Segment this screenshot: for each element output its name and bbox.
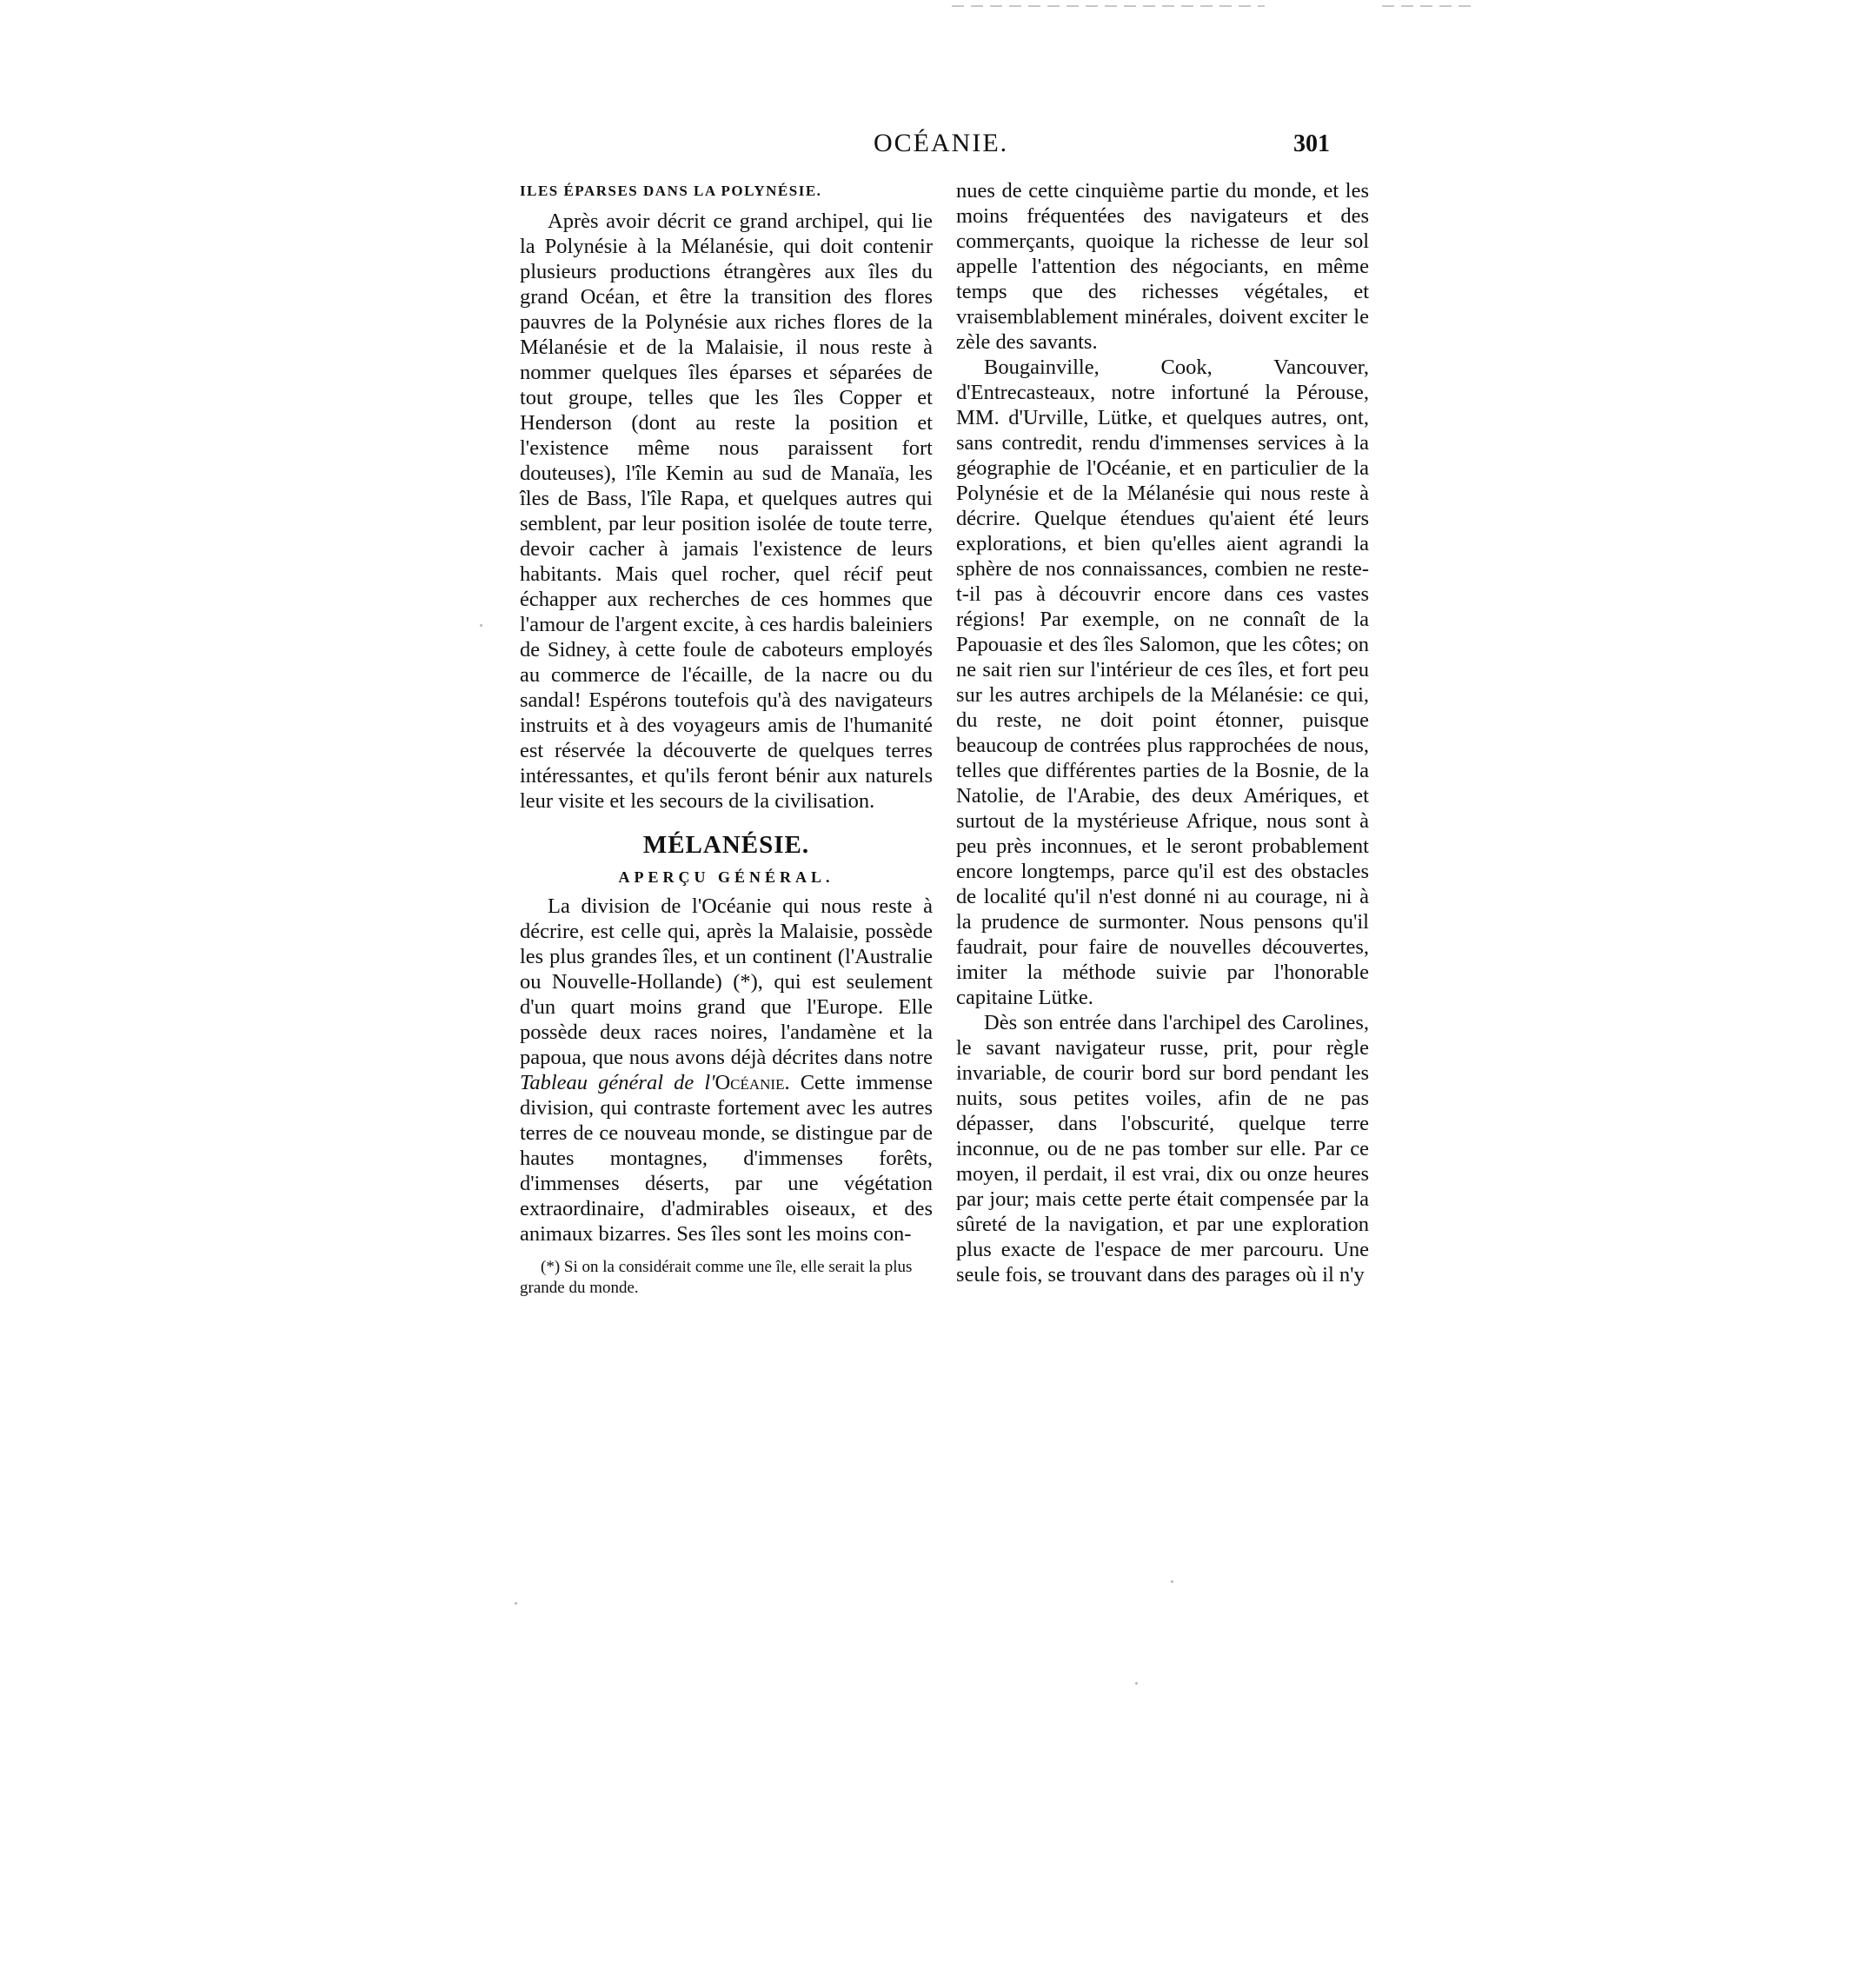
scan-speck xyxy=(480,624,482,627)
paragraph: Après avoir décrit ce grand archipel, qui lie la Polynésie à la Mélanésie, qui doit contenir plusieurs productions étrangères aux îles du grand Océan, et être la transition des flores pauvres de la Polynésie aux riches flores de la Mélanésie et de la Malaisie, il nous reste à nommer quelques îles éparses et séparées de tout groupe, telles que les îles Copper et Henderson (dont au reste la position et l'existence même nous paraissent fort douteuses), l'île Kemin au sud de Manaïa, les îles de Bass, l'île Rapa, et quelques autres qui semblent, par leur position isolée de toute terre, devoir cacher à jamais l'existence de leurs habitants. Mais quel rocher, quel récif peut échapper aux recherches de ces hommes que l'amour de l'argent excite, à ces hardis baleiniers de Sidney, à cette foule de caboteurs employés au commerce de l'écaille, de la nacre ou du sandal! Espérons toutefois qu'à des navigateurs instruits et à des voyageurs amis de l'humanité est réservée la découverte de quelques terres intéressantes, et qu'ils feront bénir aux naturels leur visite et les secours de la civilisation. xyxy=(520,209,933,813)
work-title-smallcaps: Océanie xyxy=(714,1071,785,1094)
running-head: OCÉANIE. xyxy=(874,129,1009,157)
left-column xyxy=(520,178,933,1299)
paragraph-continued: nues de cette cinquième partie du monde, et les moins fréquentées des navigateurs et des commerçants, quoique la richesse de leur sol appelle l'attention des négociants, en même temps que des richesses végétales, et vraisemblablement minérales, doivent exciter le zèle des savants. xyxy=(956,179,1369,354)
scan-edge-mark xyxy=(952,5,1265,7)
work-title-italic: Tableau général de l' xyxy=(520,1071,715,1094)
page-number: 301 xyxy=(1293,130,1330,157)
paragraph xyxy=(520,894,933,1247)
section-heading-iles-eparses: ILES ÉPARSES DANS LA POLYNÉSIE. xyxy=(520,183,822,199)
scan-speck xyxy=(1135,1682,1138,1685)
section-title-melanesie: MÉLANÉSIE. xyxy=(642,831,810,859)
scan-speck xyxy=(1171,1580,1173,1583)
scan-edge-mark xyxy=(1382,5,1478,7)
scan-speck xyxy=(515,1602,517,1605)
paragraph: Dès son entrée dans l'archipel des Carolines, le savant navigateur russe, prit, pour règle invariable, de courir bord sur bord pendant les nuits, sous petites voiles, afin de ne pas dépasser, dans l'obscurité, quelque terre inconnue, ou de ne pas tomber sur elle. Par ce moyen, il perdait, il est vrai, dix ou onze heures par jour; mais cette perte était compensée par la sûreté de la navigation, et par une exploration plus exacte de l'espace de mer parcouru. Une seule fois, se trouvant dans des parages où il n'y xyxy=(956,1011,1369,1287)
right-column xyxy=(956,178,1369,1287)
paragraph-text: La division de l'Océanie qui nous reste à décrire, est celle qui, après la Malaisie, possède les plus grandes îles, et un continent (l'Australie ou Nouvelle-Hollande) (*), qui est seulement d'un quart moins grand que l'Europe. Elle possède deux races noires, l'andamène et la papoua, que nous avons déjà décrites dans notre xyxy=(520,894,933,1069)
paragraph: Bougainville, Cook, Vancouver, d'Entrecasteaux, notre infortuné la Pérouse, MM. d'Urville, Lütke, et quelques autres, ont, sans contredit, rendu d'immenses services à la géographie de l'Océanie, et en particulier de la Polynésie et de la Mélanésie qui nous reste à décrire. Quelque étendues qu'aient été leurs explorations, et bien qu'elles aient agrandi la sphère de nos connaissances, combien ne reste-t-il pas à découvrir encore dans ces vastes régions! Par exemple, on ne connaît de la Papouasie et des îles Salomon, que les côtes; on ne sait rien sur l'intérieur de ces îles, et fort peu sur les autres archipels de la Mélanésie: ce qui, du reste, ne doit point étonner, puisque beaucoup de contrées plus rapprochées de nous, telles que différentes parties de la Bosnie, de la Natolie, de l'Arabie, des deux Amériques, et surtout de la mystérieuse Afrique, nous sont à peu près inconnues, et le seront probablement encore longtemps, parce qu'il est des obstacles de localité qu'il n'est donné ni au courage, ni à la prudence de surmonter. Nous pensons qu'il faudrait, pour faire de nouvelles découvertes, imiter la méthode suivie par l'honorable capitaine Lütke. xyxy=(956,356,1369,1009)
paragraph-text: . Cette immense division, qui contraste fortement avec les autres terres de ce nouveau monde, se distingue par de hautes montagnes, d'immenses forêts, d'immenses déserts, par une végétation extraordinaire, d'admirables oiseaux, et des animaux bizarres. Ses îles sont les moins con- xyxy=(520,1071,933,1246)
section-subtitle-apercu: APERÇU GÉNÉRAL. xyxy=(618,868,834,886)
footnote: (*) Si on la considérait comme une île, elle serait la plus grande du monde. xyxy=(520,1258,913,1297)
